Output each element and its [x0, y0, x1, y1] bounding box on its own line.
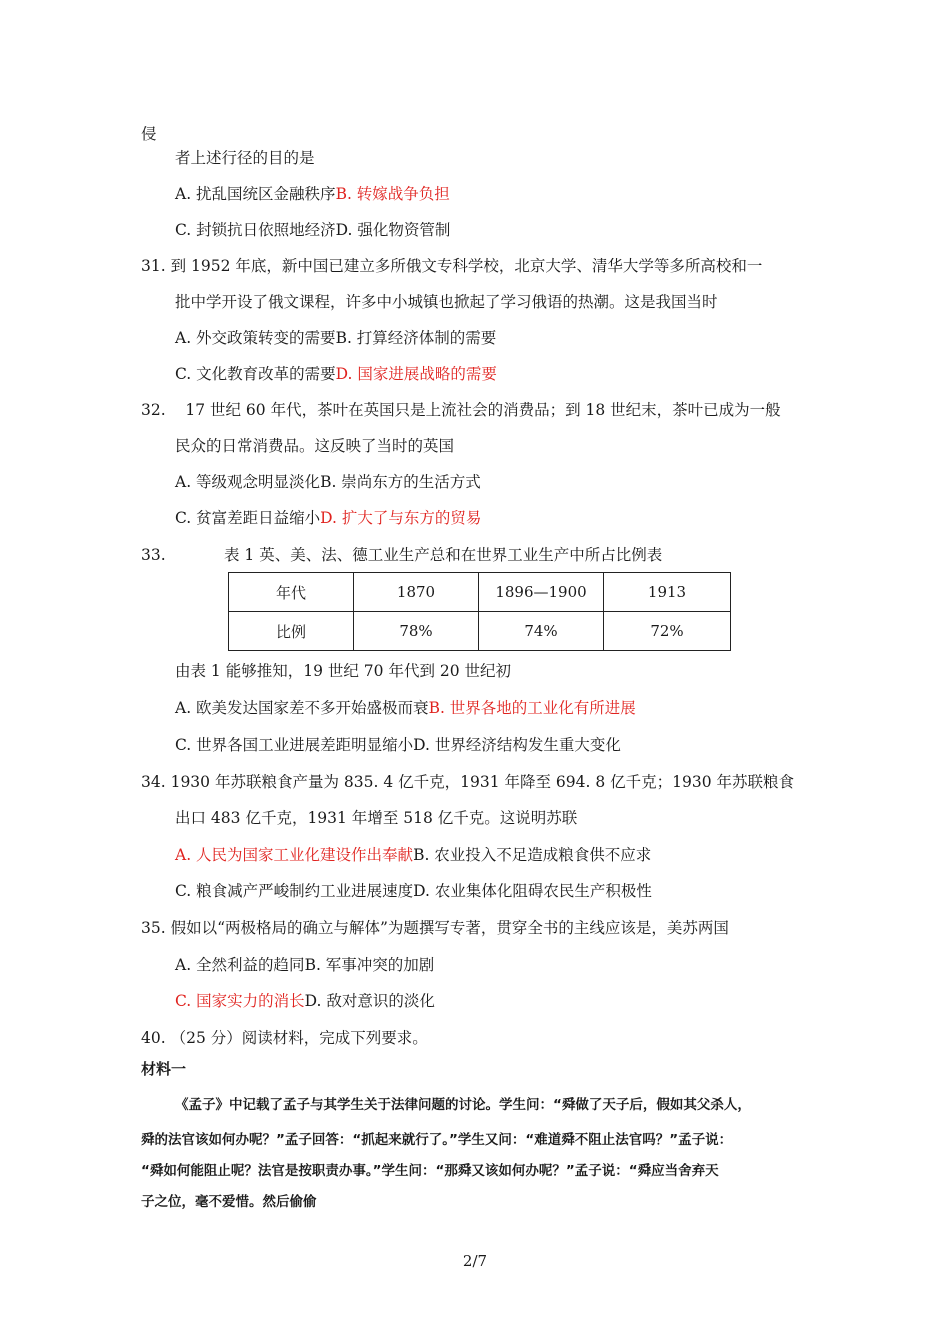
- table-cell: 74%: [479, 612, 604, 651]
- table-row: [229, 612, 731, 651]
- material-title: 材料一: [141, 1060, 187, 1078]
- table-header-cell: 1870: [354, 573, 479, 612]
- q30-option-a: A. 扰乱国统区金融秩序: [175, 185, 336, 203]
- q34-option-a-answer: A. 人民为国家工业化建设作出奉献: [175, 846, 414, 864]
- q30-stem: 者上述行径的目的是: [175, 149, 315, 167]
- q35-option-b: B. 军事冲突的加剧: [304, 956, 435, 974]
- q31-options-cd: [175, 364, 497, 384]
- q35-options-ab: [175, 955, 434, 975]
- q34-stem-line2: 出口 483 亿千克，1931 年增至 518 亿千克。这说明苏联: [175, 809, 578, 827]
- table-cell: 72%: [604, 612, 731, 651]
- table-cell: 78%: [354, 612, 479, 651]
- q34-option-c: C. 粮食减产严峻制约工业进展速度: [175, 882, 414, 900]
- q35-stem: 35. 假如以“两极格局的确立与解体”为题撰写专著，贯穿全书的主线应该是，美苏两国: [141, 919, 729, 937]
- q30-option-b-answer: B. 转嫁战争负担: [335, 185, 450, 203]
- q40-stem: 40. （25 分）阅读材料，完成下列要求。: [141, 1029, 428, 1047]
- q31-stem-line2: 批中学开设了俄文课程，许多中小城镇也掀起了学习俄语的热潮。这是我国当时: [175, 293, 718, 311]
- q31-options-ab: [175, 328, 496, 348]
- q32-option-a: A. 等级观念明显淡化: [175, 473, 321, 491]
- q33-data-table: [228, 572, 731, 651]
- q34-options-cd: [175, 881, 652, 901]
- table-header-cell: 年代: [229, 573, 354, 612]
- q32-option-d-answer: D. 扩大了与东方的贸易: [320, 509, 482, 527]
- q34-options-ab: [175, 845, 651, 865]
- q30-option-d: D. 强化物资管制: [335, 221, 451, 239]
- q33-options-cd: [175, 735, 621, 755]
- page-number: 2/7: [462, 1252, 488, 1270]
- q31-option-a: A. 外交政策转变的需要: [175, 329, 336, 347]
- material-paragraph-line3: “舜如何能阻止呢？法官是按职责办事。”学生问：“那舜又该如何办呢？”孟子说：“舜应当舍弃天: [141, 1163, 719, 1179]
- q35-option-a: A. 全然利益的趋同: [175, 956, 305, 974]
- q30-options-ab: [175, 184, 450, 204]
- material-paragraph-line2: 舜的法官该如何办呢？”孟子回答：“抓起来就行了。”学生又问：“难道舜不阻止法官吗？”孟子说：: [141, 1132, 733, 1148]
- material-paragraph-line4: 子之位，毫不爱惜。然后偷偷: [141, 1194, 317, 1210]
- q35-option-c-answer: C. 国家实力的消长: [175, 992, 305, 1010]
- q30-fragment-top: 侵: [141, 125, 157, 143]
- q32-option-b: B. 崇尚东方的生活方式: [320, 473, 481, 491]
- q33-option-d: D. 世界经济结构发生重大变化: [413, 736, 621, 754]
- q35-options-cd: [175, 991, 435, 1011]
- q31-stem-line1: 31. 到 1952 年底，新中国已建立多所俄文专科学校，北京大学、清华大学等多所高校和一: [141, 257, 763, 275]
- table-header-cell: 1913: [604, 573, 731, 612]
- q32-stem-line1: 32. 17 世纪 60 年代，茶叶在英国只是上流社会的消费品；到 18 世纪末，茶叶已成为一般: [141, 401, 781, 419]
- q35-option-d: D. 敌对意识的淡化: [304, 992, 435, 1010]
- q31-option-c: C. 文化教育改革的需要: [175, 365, 336, 383]
- table-header-cell: 1896—1900: [479, 573, 604, 612]
- table-cell: 比例: [229, 612, 354, 651]
- q33-option-b-answer: B. 世界各地的工业化有所进展: [428, 699, 636, 717]
- table-row: [229, 573, 731, 612]
- q34-option-b: B. 农业投入不足造成粮食供不应求: [413, 846, 652, 864]
- q34-option-d: D. 农业集体化阻碍农民生产积极性: [413, 882, 652, 900]
- q33-table-caption: 表 1 英、美、法、德工业生产总和在世界工业生产中所占比例表: [224, 546, 663, 564]
- material-paragraph-line1: 《孟子》中记载了孟子与其学生关于法律问题的讨论。学生问：“舜做了天子后，假如其父杀人，: [175, 1097, 751, 1113]
- q32-options-cd: [175, 508, 481, 528]
- q33-option-a: A. 欧美发达国家差不多开始盛极而衰: [175, 699, 429, 717]
- q33-number: 33.: [141, 546, 166, 564]
- q30-option-c: C. 封锁抗日依照地经济: [175, 221, 336, 239]
- q34-stem-line1: 34. 1930 年苏联粮食产量为 835. 4 亿千克，1931 年降至 694. 8 亿千克；1930 年苏联粮食: [141, 773, 795, 791]
- q31-option-b: B. 打算经济体制的需要: [335, 329, 497, 347]
- q30-options-cd: [175, 220, 450, 240]
- q33-stem: 由表 1 能够推知，19 世纪 70 年代到 20 世纪初: [175, 662, 512, 680]
- q32-stem-line2: 民众的日常消费品。这反映了当时的英国: [175, 437, 455, 455]
- q31-option-d-answer: D. 国家进展战略的需要: [335, 365, 497, 383]
- q33-options-ab: [175, 698, 636, 718]
- q33-option-c: C. 世界各国工业进展差距明显缩小: [175, 736, 414, 754]
- q32-options-ab: [175, 472, 481, 492]
- q32-option-c: C. 贫富差距日益缩小: [175, 509, 321, 527]
